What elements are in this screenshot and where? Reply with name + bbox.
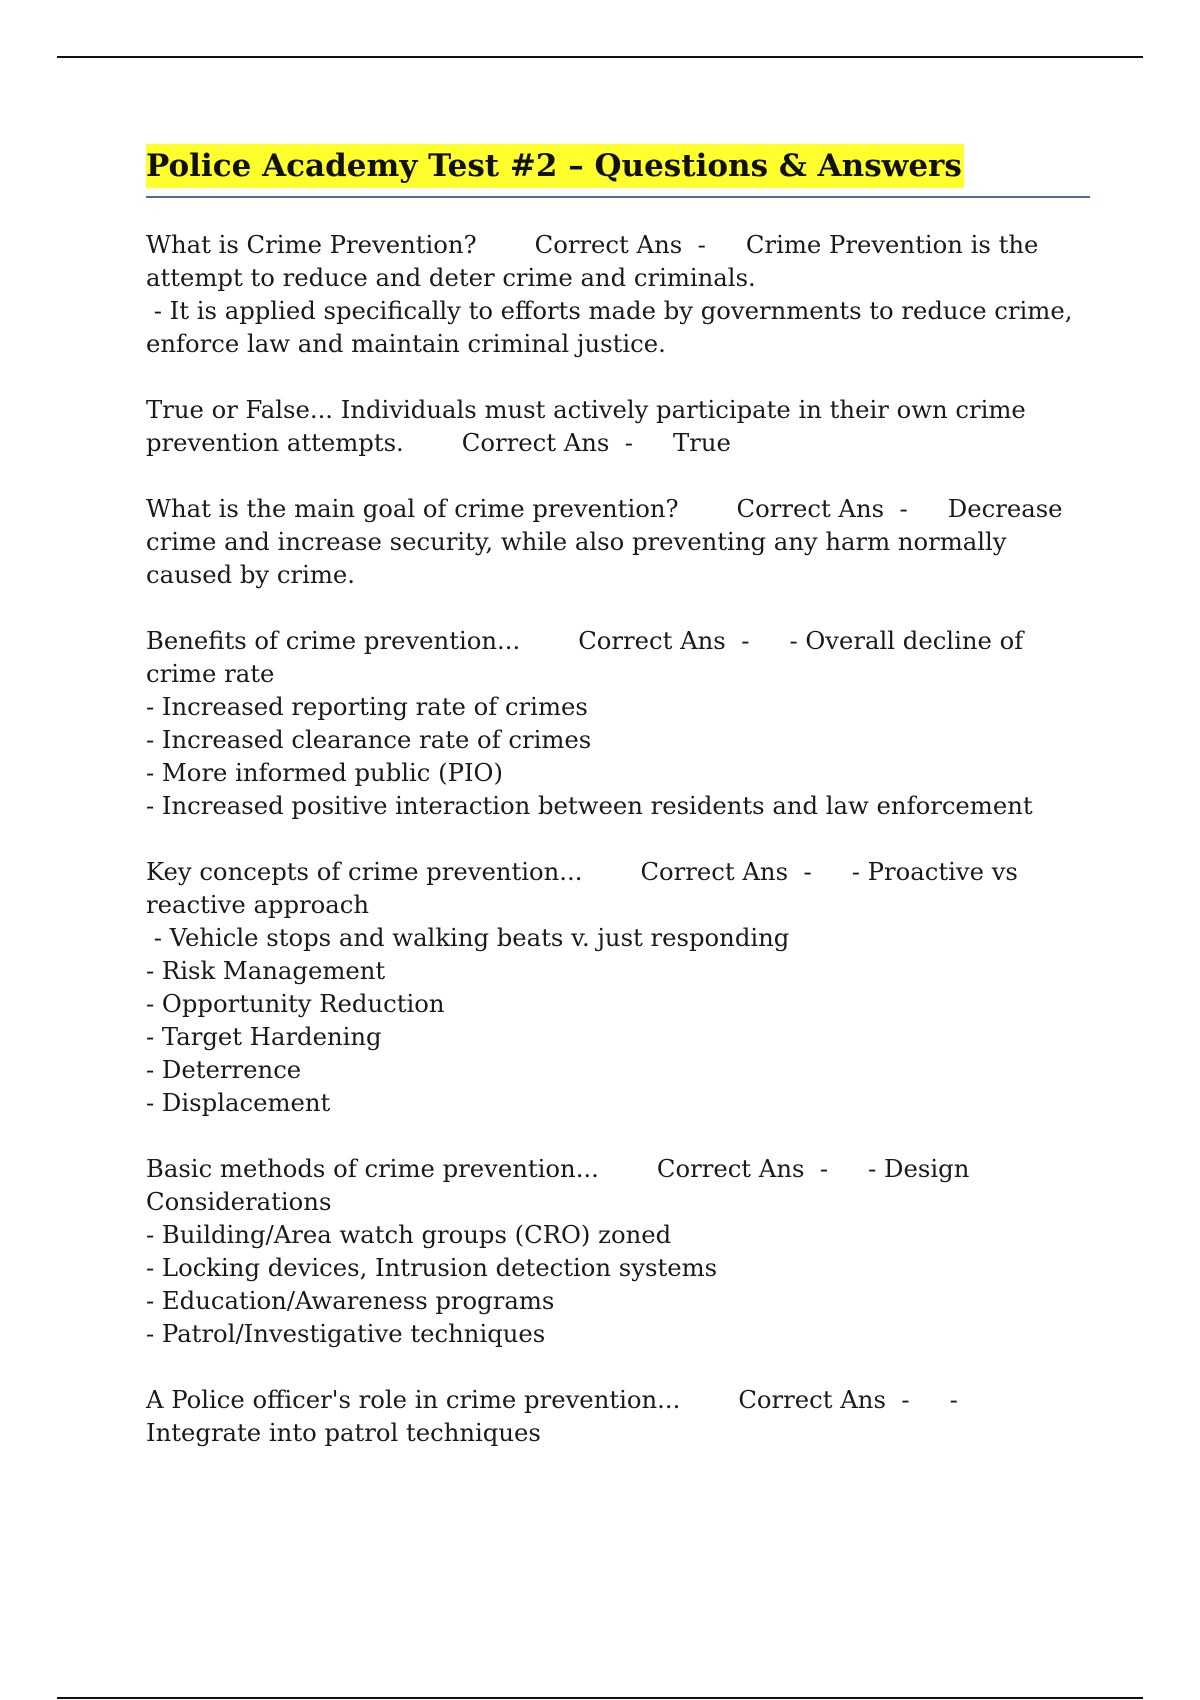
answer-line: Integrate into patrol techniques — [146, 1418, 541, 1447]
answer-line: - Education/Awareness programs — [146, 1286, 555, 1315]
answer-label: Correct Ans - — [738, 1385, 910, 1414]
answer-text: - Overall decline of — [789, 626, 1024, 655]
qa-first-line — [146, 228, 1090, 261]
answer-label: Correct Ans - — [736, 494, 908, 523]
qa-list — [146, 228, 1090, 1449]
answer-text: Decrease — [947, 494, 1063, 523]
answer-text: - — [949, 1385, 958, 1414]
answer-label: Correct Ans - — [578, 626, 750, 655]
document-body — [146, 144, 1090, 1482]
answer-line: - Target Hardening — [146, 1022, 382, 1051]
question-text: Key concepts of crime prevention... — [146, 857, 583, 886]
answer-line: caused by crime. — [146, 560, 356, 589]
question-text: True or False... Individuals must actively participate in their own crime — [146, 395, 1026, 424]
question-text: What is Crime Prevention? — [146, 230, 477, 259]
answer-line: enforce law and maintain criminal justice. — [146, 329, 666, 358]
answer-line: - Displacement — [146, 1088, 331, 1117]
answer-line: - Increased reporting rate of crimes — [146, 692, 588, 721]
qa-first-line — [146, 1383, 1090, 1416]
question-text: Benefits of crime prevention... — [146, 626, 521, 655]
answer-line: - Building/Area watch groups (CRO) zoned — [146, 1220, 672, 1249]
answer-line: - More informed public (PIO) — [146, 758, 503, 787]
answer-label: Correct Ans - — [461, 428, 634, 457]
answer-line: - Increased clearance rate of crimes — [146, 725, 592, 754]
qa-first-line — [146, 855, 1090, 888]
document-title: Police Academy Test #2 – Questions & Answers — [146, 144, 964, 188]
answer-text: Crime Prevention is the — [745, 230, 1039, 259]
qa-item — [146, 228, 1090, 360]
qa-first-line — [146, 624, 1090, 657]
qa-first-line — [146, 426, 1090, 459]
qa-first-line — [146, 1152, 1090, 1185]
answer-line: - Patrol/Investigative techniques — [146, 1319, 546, 1348]
qa-item — [146, 855, 1090, 1119]
answer-label: Correct Ans - — [534, 230, 706, 259]
answer-line: - Opportunity Reduction — [146, 989, 445, 1018]
answer-text: - Proactive vs — [851, 857, 1018, 886]
answer-line: Considerations — [146, 1187, 332, 1216]
page-top-rule — [57, 56, 1143, 58]
answer-line: - Locking devices, Intrusion detection systems — [146, 1253, 718, 1282]
answer-line: - It is applied specifically to efforts made by governments to reduce crime, — [146, 296, 1073, 325]
qa-item — [146, 624, 1090, 822]
qa-first-line — [146, 492, 1090, 525]
answer-label: Correct Ans - — [640, 857, 812, 886]
qa-item — [146, 1152, 1090, 1350]
answer-line: - Increased positive interaction between residents and law enforcement — [146, 791, 1033, 820]
answer-text: - Design — [868, 1154, 970, 1183]
answer-line: - Deterrence — [146, 1055, 302, 1084]
qa-item — [146, 492, 1090, 591]
question-text: prevention attempts. — [146, 428, 404, 457]
answer-line: - Vehicle stops and walking beats v. just responding — [146, 923, 790, 952]
answer-line: crime and increase security, while also preventing any harm normally — [146, 527, 1007, 556]
qa-item — [146, 1383, 1090, 1449]
title-block — [146, 144, 1090, 198]
answer-line: attempt to reduce and deter crime and criminals. — [146, 263, 756, 292]
answer-label: Correct Ans - — [656, 1154, 829, 1183]
answer-line: crime rate — [146, 659, 275, 688]
question-text: Basic methods of crime prevention... — [146, 1154, 599, 1183]
qa-item — [146, 393, 1090, 459]
answer-text: True — [673, 428, 731, 457]
answer-line: - Risk Management — [146, 956, 386, 985]
question-text: A Police officer's role in crime prevention... — [146, 1385, 681, 1414]
answer-line: reactive approach — [146, 890, 370, 919]
question-text: What is the main goal of crime prevention? — [146, 494, 679, 523]
page-bottom-rule — [57, 1697, 1143, 1699]
